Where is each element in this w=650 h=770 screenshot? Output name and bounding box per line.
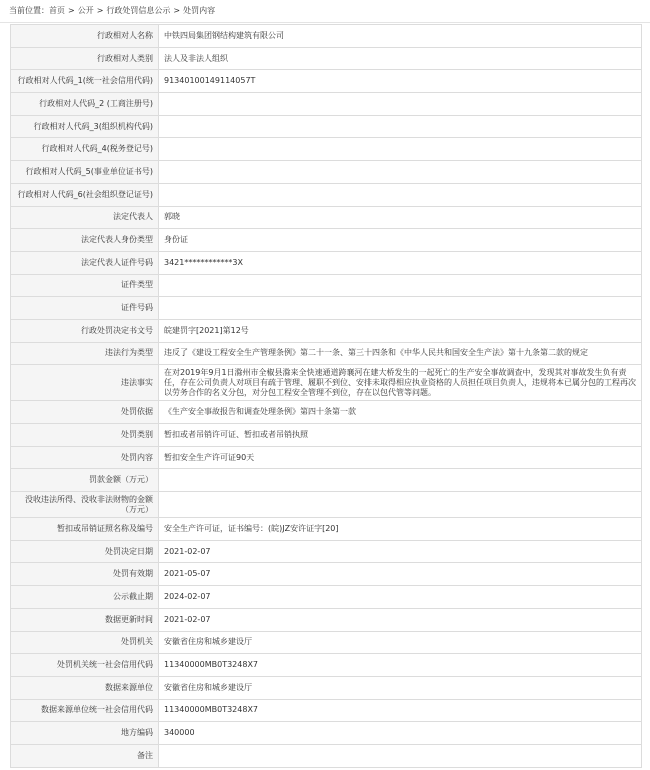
breadcrumb-home-link[interactable]: 首页 — [49, 6, 65, 15]
field-value — [159, 183, 642, 206]
field-value: 2024-02-07 — [159, 586, 642, 609]
detail-row — [11, 115, 642, 138]
breadcrumb-divider — [0, 22, 650, 23]
breadcrumb-current: 处罚内容 — [183, 6, 216, 15]
field-value — [159, 138, 642, 161]
field-label: 法定代表人 — [11, 206, 159, 229]
field-label: 数据更新时间 — [11, 608, 159, 631]
field-label: 行政相对人代码_1(统一社会信用代码) — [11, 70, 159, 93]
field-label: 处罚机关 — [11, 631, 159, 654]
detail-row — [11, 744, 642, 767]
field-value — [159, 161, 642, 184]
field-label: 处罚类别 — [11, 424, 159, 447]
field-label: 行政相对人代码_4(税务登记号) — [11, 138, 159, 161]
field-label: 行政相对人类别 — [11, 47, 159, 70]
field-value — [159, 115, 642, 138]
field-label: 违法事实 — [11, 365, 159, 401]
field-label: 证件号码 — [11, 297, 159, 320]
field-label: 数据来源单位统一社会信用代码 — [11, 699, 159, 722]
field-value: 安徽省住房和城乡建设厅 — [159, 631, 642, 654]
detail-row — [11, 676, 642, 699]
field-value: 郭晓 — [159, 206, 642, 229]
field-value: 中铁四局集团钢结构建筑有限公司 — [159, 25, 642, 48]
field-value: 340000 — [159, 722, 642, 745]
field-value: 在对2019年9月1日滁州市全椒县滁来全快速通道跨襄河在建大桥发生的一起死亡的生产安全事故调查中，发现其对事故发生负有责任，存在公司负责人对项目有疏于管理、履职不到位、安排未取得相应执业资格的人员担任项目负责人，违规将本已属分包的工程再次以劳务合作的名义分包，对分包工程安全管理不到位，存在以包代管等问题。 — [159, 365, 642, 401]
detail-row — [11, 424, 642, 447]
field-label: 行政相对人代码_6(社会组织登记证号) — [11, 183, 159, 206]
detail-row — [11, 138, 642, 161]
detail-row — [11, 47, 642, 70]
detail-row — [11, 401, 642, 424]
field-value: 2021-02-07 — [159, 608, 642, 631]
field-value: 91340100149114057T — [159, 70, 642, 93]
field-label: 法定代表人证件号码 — [11, 251, 159, 274]
field-label: 处罚依据 — [11, 401, 159, 424]
breadcrumb-public-link[interactable]: 公开 — [77, 6, 94, 15]
detail-row — [11, 274, 642, 297]
field-label: 没收违法所得、没收非法财物的金额（万元） — [11, 492, 159, 518]
field-value — [159, 297, 642, 320]
detail-row — [11, 699, 642, 722]
field-label: 数据来源单位 — [11, 676, 159, 699]
detail-row — [11, 229, 642, 252]
field-label: 行政处罚决定书文号 — [11, 319, 159, 342]
detail-row — [11, 93, 642, 116]
detail-row — [11, 297, 642, 320]
field-value: 皖建罚字[2021]第12号 — [159, 319, 642, 342]
field-label: 处罚机关统一社会信用代码 — [11, 654, 159, 677]
detail-row — [11, 563, 642, 586]
field-label: 违法行为类型 — [11, 342, 159, 365]
field-label: 公示截止期 — [11, 586, 159, 609]
field-value — [159, 93, 642, 116]
field-value: 违反了《建设工程安全生产管理条例》第二十一条、第三十四条和《中华人民共和国安全生产法》第十九条第二款的规定 — [159, 342, 642, 365]
breadcrumb-prefix: 当前位置： — [9, 6, 49, 15]
field-label: 法定代表人身份类型 — [11, 229, 159, 252]
field-label: 行政相对人代码_3(组织机构代码) — [11, 115, 159, 138]
field-value: 安徽省住房和城乡建设厅 — [159, 676, 642, 699]
field-value: 2021-02-07 — [159, 540, 642, 563]
field-value: 暂扣安全生产许可证90天 — [159, 446, 642, 469]
detail-row — [11, 518, 642, 541]
detail-row — [11, 722, 642, 745]
detail-row — [11, 469, 642, 492]
field-value — [159, 469, 642, 492]
field-label: 处罚内容 — [11, 446, 159, 469]
breadcrumb-separator: > — [96, 6, 104, 15]
field-label: 暂扣或吊销证照名称及编号 — [11, 518, 159, 541]
detail-row — [11, 446, 642, 469]
detail-row — [11, 608, 642, 631]
field-value: 暂扣或者吊销许可证、暂扣或者吊销执照 — [159, 424, 642, 447]
detail-row — [11, 492, 642, 518]
detail-row — [11, 586, 642, 609]
field-label: 行政相对人名称 — [11, 25, 159, 48]
detail-row — [11, 631, 642, 654]
detail-row — [11, 25, 642, 48]
field-value: 11340000MB0T3248X7 — [159, 699, 642, 722]
field-value: 《生产安全事故报告和调查处理条例》第四十条第一款 — [159, 401, 642, 424]
field-value: 11340000MB0T3248X7 — [159, 654, 642, 677]
field-value — [159, 274, 642, 297]
detail-row — [11, 206, 642, 229]
field-value — [159, 744, 642, 767]
field-value — [159, 492, 642, 518]
field-label: 处罚决定日期 — [11, 540, 159, 563]
field-label: 处罚有效期 — [11, 563, 159, 586]
field-value: 身份证 — [159, 229, 642, 252]
detail-row — [11, 183, 642, 206]
breadcrumb-penalty-info-link[interactable]: 行政处罚信息公示 — [106, 6, 171, 15]
field-label: 备注 — [11, 744, 159, 767]
detail-row — [11, 319, 642, 342]
detail-row — [11, 365, 642, 401]
detail-row — [11, 342, 642, 365]
field-value: 3421************3X — [159, 251, 642, 274]
field-value: 法人及非法人组织 — [159, 47, 642, 70]
field-value: 2021-05-07 — [159, 563, 642, 586]
field-label: 罚款金额（万元） — [11, 469, 159, 492]
detail-row — [11, 251, 642, 274]
breadcrumb-separator: > — [68, 6, 75, 15]
penalty-detail-table — [10, 24, 642, 768]
field-label: 证件类型 — [11, 274, 159, 297]
field-value: 安全生产许可证，证书编号：(皖)JZ安许证字[20] — [159, 518, 642, 541]
detail-row — [11, 70, 642, 93]
detail-row — [11, 540, 642, 563]
field-label: 行政相对人代码_5(事业单位证书号) — [11, 161, 159, 184]
breadcrumb — [9, 3, 215, 19]
breadcrumb-separator: > — [173, 6, 181, 15]
detail-row — [11, 654, 642, 677]
field-label: 行政相对人代码_2 (工商注册号) — [11, 93, 159, 116]
detail-row — [11, 161, 642, 184]
field-label: 地方编码 — [11, 722, 159, 745]
